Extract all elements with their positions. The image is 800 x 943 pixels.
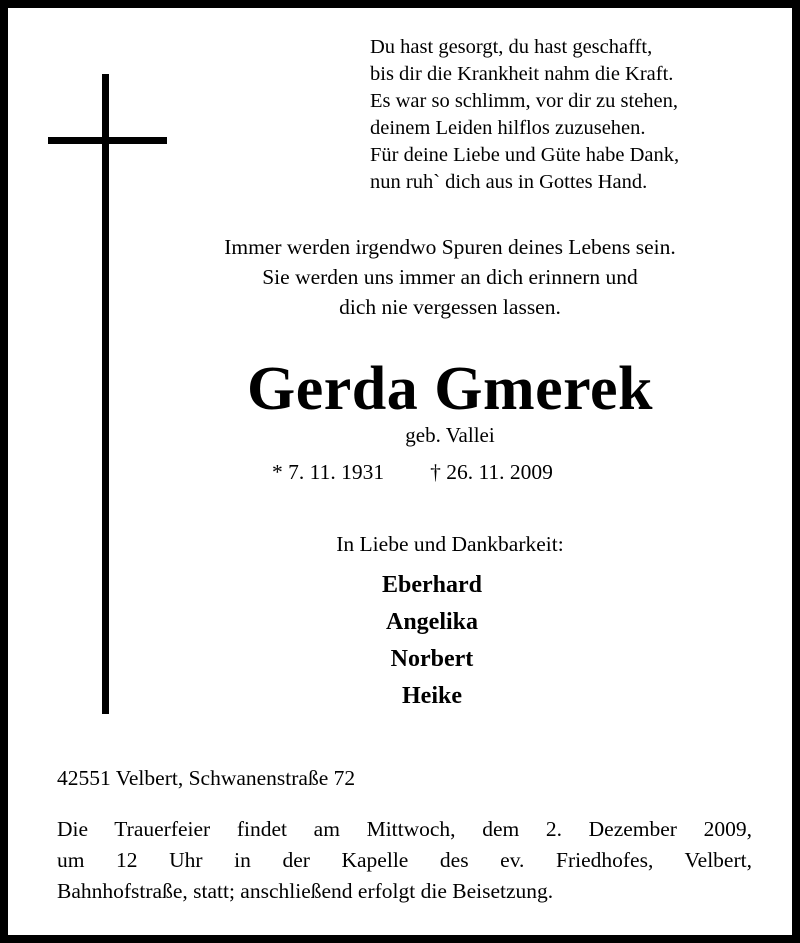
poem-line: deinem Leiden hilflos zuzusehen. [370, 117, 646, 139]
mourner-name: Angelika [385, 609, 478, 635]
deceased-name: Gerda Gmerek [246, 355, 654, 423]
poem-line: Es war so schlimm, vor dir zu stehen, [370, 90, 679, 112]
poem-line: nun ruh` dich aus in Gottes Hand. [370, 171, 648, 193]
poem [370, 34, 679, 196]
poem-line: bis dir die Krankheit nahm die Kraft. [370, 63, 674, 85]
mourner-name: Eberhard [381, 572, 482, 598]
ceremony-notice [57, 814, 752, 907]
quote-line: Immer werden irgendwo Spuren deines Lebens sein. [224, 235, 676, 259]
birth-date: * 7. 11. 1931 [272, 460, 385, 484]
thanks-line: In Liebe und Dankbarkeit: [336, 532, 564, 556]
ceremony-line: Die Trauerfeier findet am Mittwoch, dem 2. Dezember 2009, [57, 817, 752, 841]
cross-icon-horizontal [48, 137, 167, 144]
poem-line: Für deine Liebe und Güte habe Dank, [370, 144, 680, 166]
quote-line: Sie werden uns immer an dich erinnern und [262, 265, 638, 289]
poem-line: Du hast gesorgt, du hast geschafft, [370, 36, 653, 58]
ceremony-line: Bahnhofstraße, statt; anschließend erfolgt die Beisetzung. [57, 879, 554, 903]
mourner-name: Norbert [390, 646, 474, 672]
quote [100, 232, 800, 322]
death-date: † 26. 11. 2009 [430, 460, 553, 484]
quote-line: dich nie vergessen lassen. [339, 295, 561, 319]
birth-name: geb. Vallei [405, 423, 495, 447]
address: 42551 Velbert, Schwanenstraße 72 [57, 766, 356, 790]
ceremony-line: um 12 Uhr in der Kapelle des ev. Friedhofes, Velbert, [57, 848, 752, 872]
mourners-list [332, 567, 532, 715]
life-dates [272, 456, 553, 488]
mourner-name: Heike [402, 683, 462, 709]
